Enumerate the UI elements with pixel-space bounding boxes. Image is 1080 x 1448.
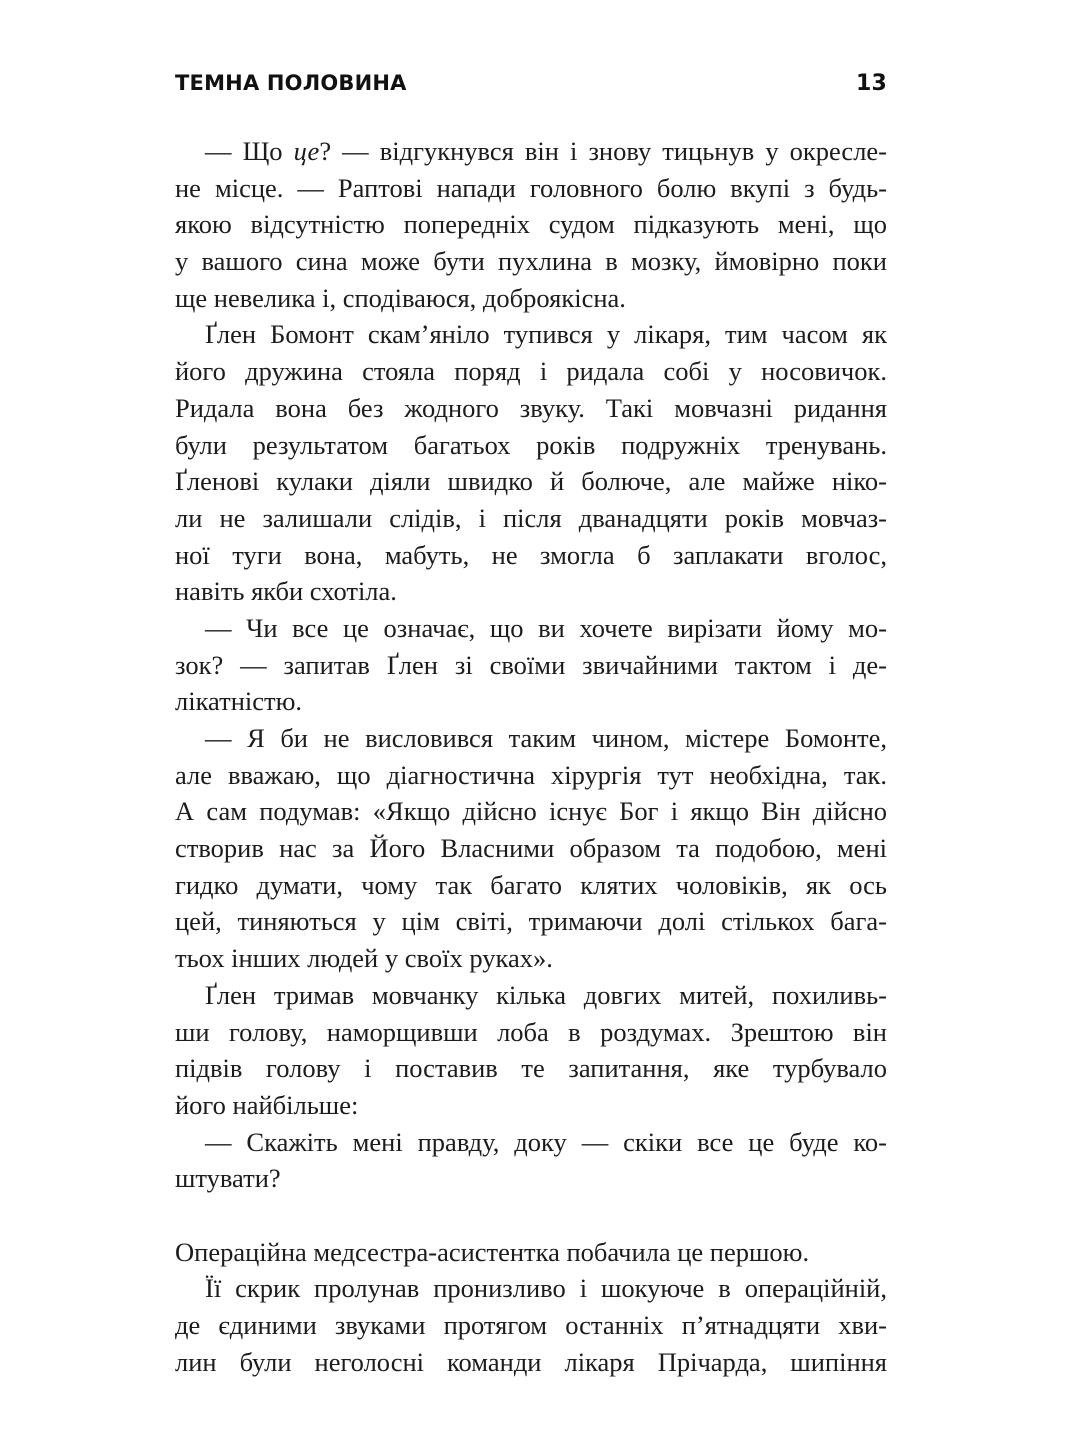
paragraph-line: Її скрик пролунав пронизливо і шокуюче в операційній, [205,1273,887,1304]
paragraph-line: ще невелика і, сподіваюся, доброякісна. [175,282,626,313]
emphasis: це [293,136,320,166]
paragraph-line: зок? — запитав Ґлен зі своїми звичайними тактом і де- [175,649,887,680]
paragraph-line: створив нас за Його Власними образом та подобою, мені [175,833,887,864]
paragraph-line: але вважаю, що діагностична хірургія тут необхідна, так. [175,759,887,790]
book-title: ТЕМНА ПОЛОВИНА [175,71,407,95]
paragraph-line: тьох інших людей у своїх руках». [175,943,553,974]
running-header [175,66,887,100]
section-break [175,1197,887,1234]
paragraph-line: Ґлен Бомонт скам’яніло тупився у лікаря, тим часом як [205,319,887,350]
paragraph-line: не місце. — Раптові напади головного болю вкупі з будь- [175,172,887,203]
paragraph-line: ної туги вона, мабуть, не змогла б заплакати вголос, [175,539,887,570]
paragraph-line: лин були неголосні команди лікаря Прічарда, шипіння [175,1346,887,1377]
paragraph-line: Операційна медсестра-асистентка побачила це першою. [175,1236,810,1267]
paragraph-line: — Я би не висловився таким чином, містере Бомонте, [205,723,887,753]
paragraph-line: — Чи все це означає, що ви хочете вирізати йому мо- [205,612,887,643]
paragraph-line: його найбільше: [175,1089,359,1120]
paragraph-line: А сам подумав: «Якщо дійсно існує Бог і якщо Він дійсно [175,796,887,827]
paragraph-line: — Що це? — відгукнувся він і знову тицьнув у окресле- [205,136,888,166]
paragraph-line: навіть якби схотіла. [175,576,397,607]
paragraph-line: якою відсутністю попередніх судом підказують мені, що [175,209,887,240]
paragraph-line: гидко думати, чому так багато клятих чоловіків, як ось [175,869,887,900]
paragraph-line: лікатністю. [175,686,303,717]
page-number: 13 [855,70,887,96]
paragraph-line: ши голову, наморщивши лоба в роздумах. Зрештою він [175,1016,887,1047]
paragraph-line: ли не залишали слідів, і після дванадцяти років мовчаз- [175,502,887,533]
paragraph-line: Ґленові кулаки діяли швидко й болюче, але майже ніко- [175,466,887,497]
paragraph-line: Ґлен тримав мовчанку кілька довгих митей, похиливь- [205,979,887,1010]
paragraph-line: у вашого сина може бути пухлина в мозку, ймовірно поки [175,246,887,277]
paragraph-line: Ридала вона без жодного звуку. Такі мовчазні ридання [175,392,887,423]
paragraph-line: — Скажіть мені правду, доку — скіки все це буде ко- [205,1126,887,1157]
paragraph-line: цей, тиняються у цім світі, тримаючи долі стількох бага- [175,906,887,937]
paragraph-line: де єдиними звуками протягом останніх п’ятнадцяти хви- [175,1310,887,1340]
body-text [175,133,887,1380]
paragraph-line: штувати? [175,1163,281,1194]
paragraph-line: підвів голову і поставив те запитання, яке турбувало [175,1053,887,1084]
paragraph-line: були результатом багатьох років подружніх тренувань. [175,429,887,460]
paragraph-line: його дружина стояла поряд і ридала собі у носовичок. [175,356,887,387]
